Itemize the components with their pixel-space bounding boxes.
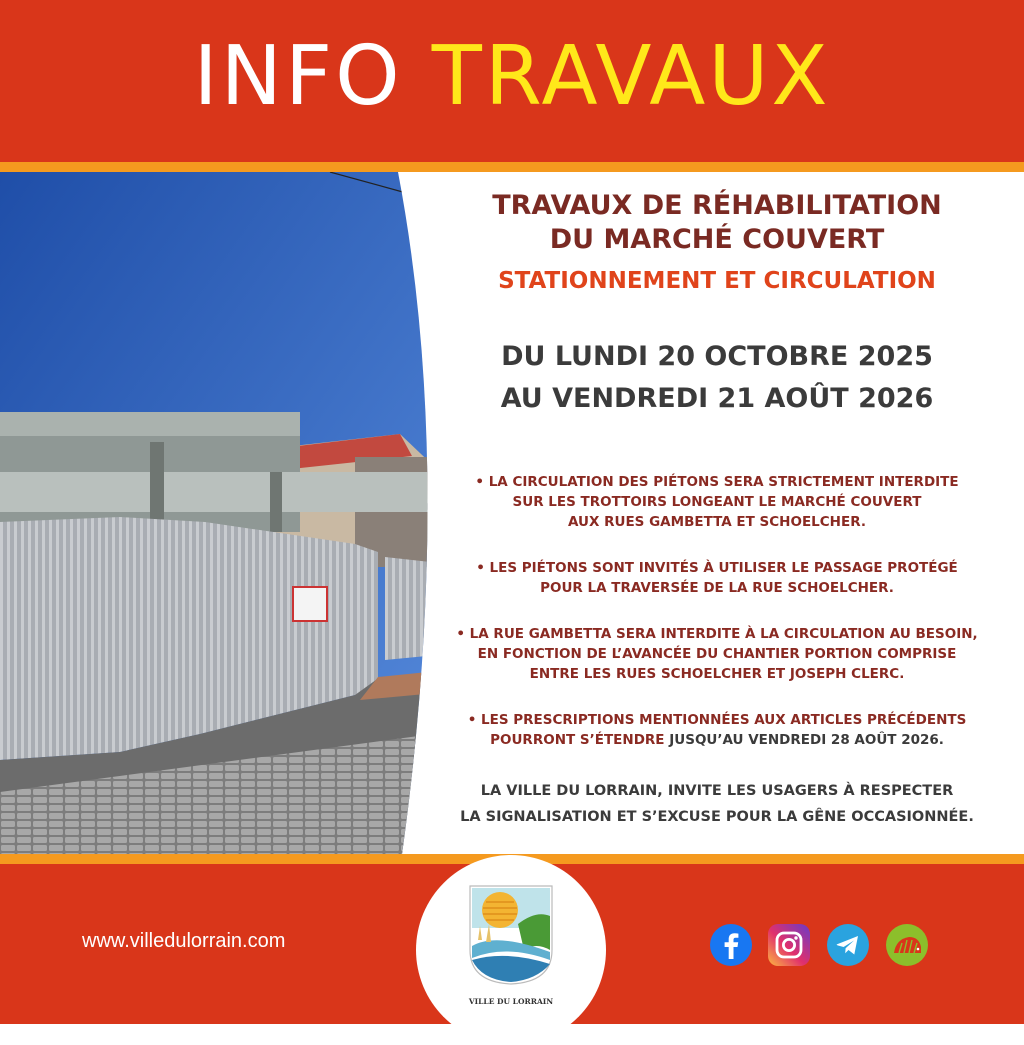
bullet1-line3: AUX RUES GAMBETTA ET SCHOELCHER. bbox=[568, 514, 866, 530]
info-panel bbox=[410, 172, 1024, 854]
bullet4-line2-part1: POURRONT S’ÉTENDRE bbox=[490, 732, 665, 748]
bullet3-line1: • LA RUE GAMBETTA SERA INTERDITE À LA CIRCULATION AU BESOIN, bbox=[456, 626, 978, 642]
bullet3-line3: ENTRE LES RUES SCHOELCHER ET JOSEPH CLERC. bbox=[529, 666, 905, 682]
lorrain-logo-icon bbox=[466, 880, 556, 988]
hedgehog-app-icon[interactable] bbox=[885, 923, 929, 967]
bullet4-line1: • LES PRESCRIPTIONS MENTIONNÉES AUX ARTICLES PRÉCÉDENTS bbox=[467, 712, 967, 728]
telegram-icon[interactable] bbox=[826, 923, 870, 967]
instagram-icon[interactable] bbox=[767, 923, 811, 967]
bullet4-line2 bbox=[410, 730, 1024, 750]
heading-line1: TRAVAUX DE RÉHABILITATION bbox=[492, 190, 942, 221]
bullet2-line2: POUR LA TRAVERSÉE DE LA RUE SCHOELCHER. bbox=[540, 580, 894, 596]
bullet1-line2: SUR LES TROTTOIRS LONGEANT LE MARCHÉ COUVERT bbox=[512, 494, 922, 510]
title-travaux: TRAVAUX bbox=[431, 29, 831, 124]
construction-site-photo bbox=[0, 172, 480, 854]
title-info: INFO bbox=[193, 29, 403, 124]
facebook-icon[interactable] bbox=[709, 923, 753, 967]
logo-label: VILLE DU LORRAIN bbox=[468, 997, 554, 1006]
closing-line2: LA SIGNALISATION ET S’EXCUSE POUR LA GÊNE OCCASIONNÉE. bbox=[460, 809, 974, 825]
bullet3-line2: EN FONCTION DE L’AVANCÉE DU CHANTIER PORTION COMPRISE bbox=[477, 646, 957, 662]
bullet1-line1: • LA CIRCULATION DES PIÉTONS SERA STRICTEMENT INTERDITE bbox=[475, 474, 959, 490]
date-range-end: AU VENDREDI 21 AOÛT 2026 bbox=[500, 383, 934, 414]
website-link[interactable]: www.villedulorrain.com bbox=[82, 930, 286, 952]
page-title bbox=[0, 22, 1024, 132]
bullet2-line1: • LES PIÉTONS SONT INVITÉS À UTILISER LE PASSAGE PROTÉGÉ bbox=[476, 560, 958, 576]
bullet4-line2-part2: JUSQU’AU VENDREDI 28 AOÛT 2026. bbox=[664, 732, 944, 748]
date-range-start: DU LUNDI 20 OCTOBRE 2025 bbox=[501, 341, 933, 372]
header-stripe bbox=[0, 162, 1024, 172]
closing-line1: LA VILLE DU LORRAIN, INVITE LES USAGERS À RESPECTER bbox=[480, 783, 954, 799]
heading-line2: DU MARCHÉ COUVERT bbox=[549, 224, 885, 255]
subheading: STATIONNEMENT ET CIRCULATION bbox=[498, 268, 936, 294]
